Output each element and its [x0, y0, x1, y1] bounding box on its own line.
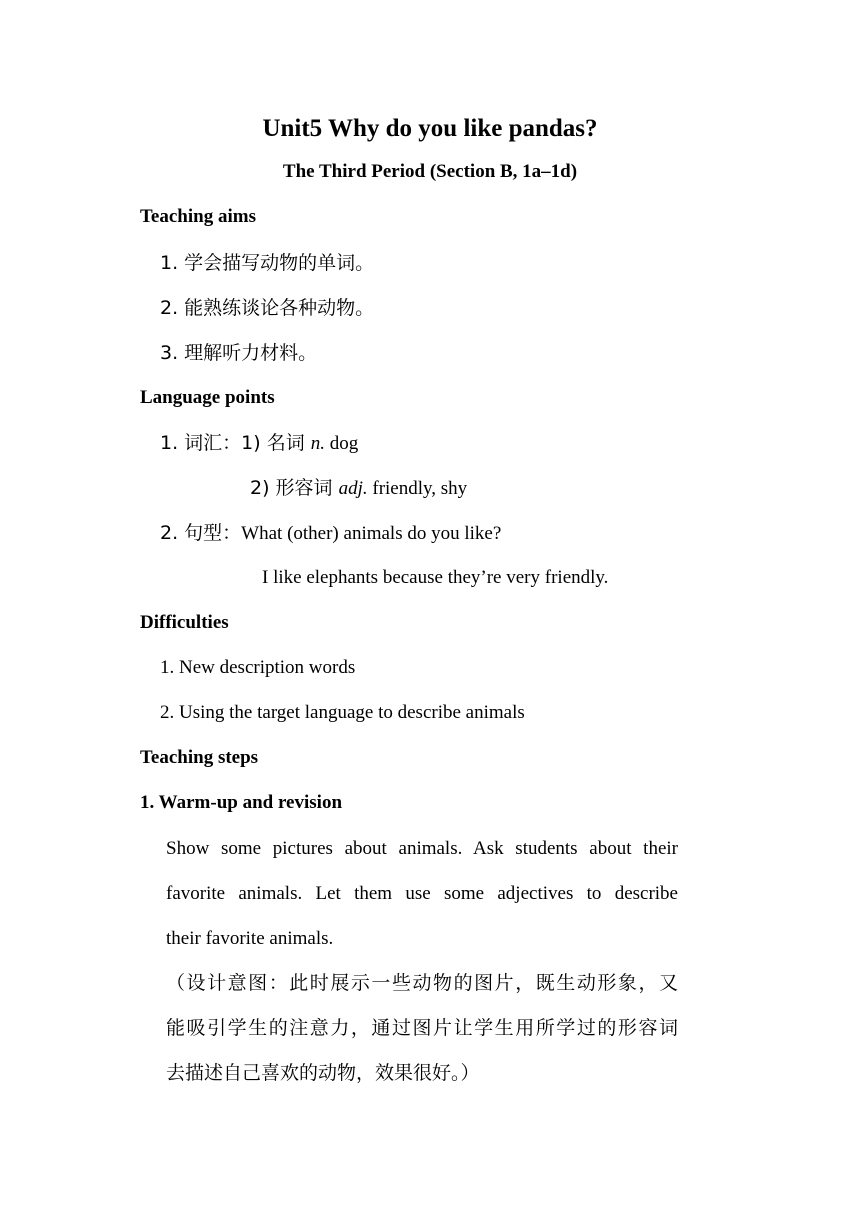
pattern-sentence-2: I like elephants because they’re very friendly. — [262, 567, 609, 588]
pattern-line-1 — [160, 521, 501, 546]
vocab-adj-label: 2) 形容词 — [250, 477, 339, 499]
pattern-number: 2. 句型： — [160, 522, 242, 544]
vocab-line-2 — [250, 476, 467, 501]
aim-item: 2. 能熟练谈论各种动物。 — [160, 297, 375, 319]
difficulty-item: 1. New description words — [160, 657, 356, 678]
step-1-description — [166, 826, 678, 961]
difficulty-item: 2. Using the target language to describe animals — [160, 702, 525, 723]
document-title: Unit5 Why do you like pandas? — [262, 115, 598, 142]
aim-item: 3. 理解听力材料。 — [160, 342, 318, 364]
design-note-line: 能吸引学生的注意力，通过图片让学生用所学过的形容词 — [166, 1017, 678, 1039]
vocab-noun-word: dog — [325, 433, 359, 454]
section-heading-language-points: Language points — [140, 387, 275, 408]
document-subtitle: The Third Period (Section B, 1a–1d) — [282, 161, 578, 182]
vocab-line-1 — [160, 431, 358, 456]
design-note-line: （设计意图：此时展示一些动物的图片，既生动形象，又 — [166, 972, 678, 994]
step-1-line: Show some pictures about animals. Ask students about their — [166, 838, 678, 859]
pattern-sentence-1: What (other) animals do you like? — [241, 523, 502, 544]
aim-item: 1. 学会描写动物的单词。 — [160, 252, 375, 274]
step-1-design-note — [166, 961, 678, 1096]
step-1-line: their favorite animals. — [166, 928, 334, 949]
step-1-line: favorite animals. Let them use some adjectives to describe — [166, 883, 678, 904]
vocab-number: 1. 词汇： — [160, 432, 242, 454]
design-note-line: 去描述自己喜欢的动物，效果很好。） — [166, 1062, 480, 1084]
vocab-noun-label: 1) 名词 — [241, 432, 311, 454]
section-heading-difficulties: Difficulties — [140, 612, 229, 633]
section-heading-teaching-steps: Teaching steps — [140, 747, 259, 768]
section-heading-teaching-aims: Teaching aims — [140, 206, 256, 227]
pos-adjective: adj. — [338, 478, 368, 499]
step-1-title: 1. Warm-up and revision — [140, 792, 343, 813]
vocab-adj-words: friendly, shy — [367, 478, 468, 499]
pos-noun: n. — [310, 433, 326, 454]
